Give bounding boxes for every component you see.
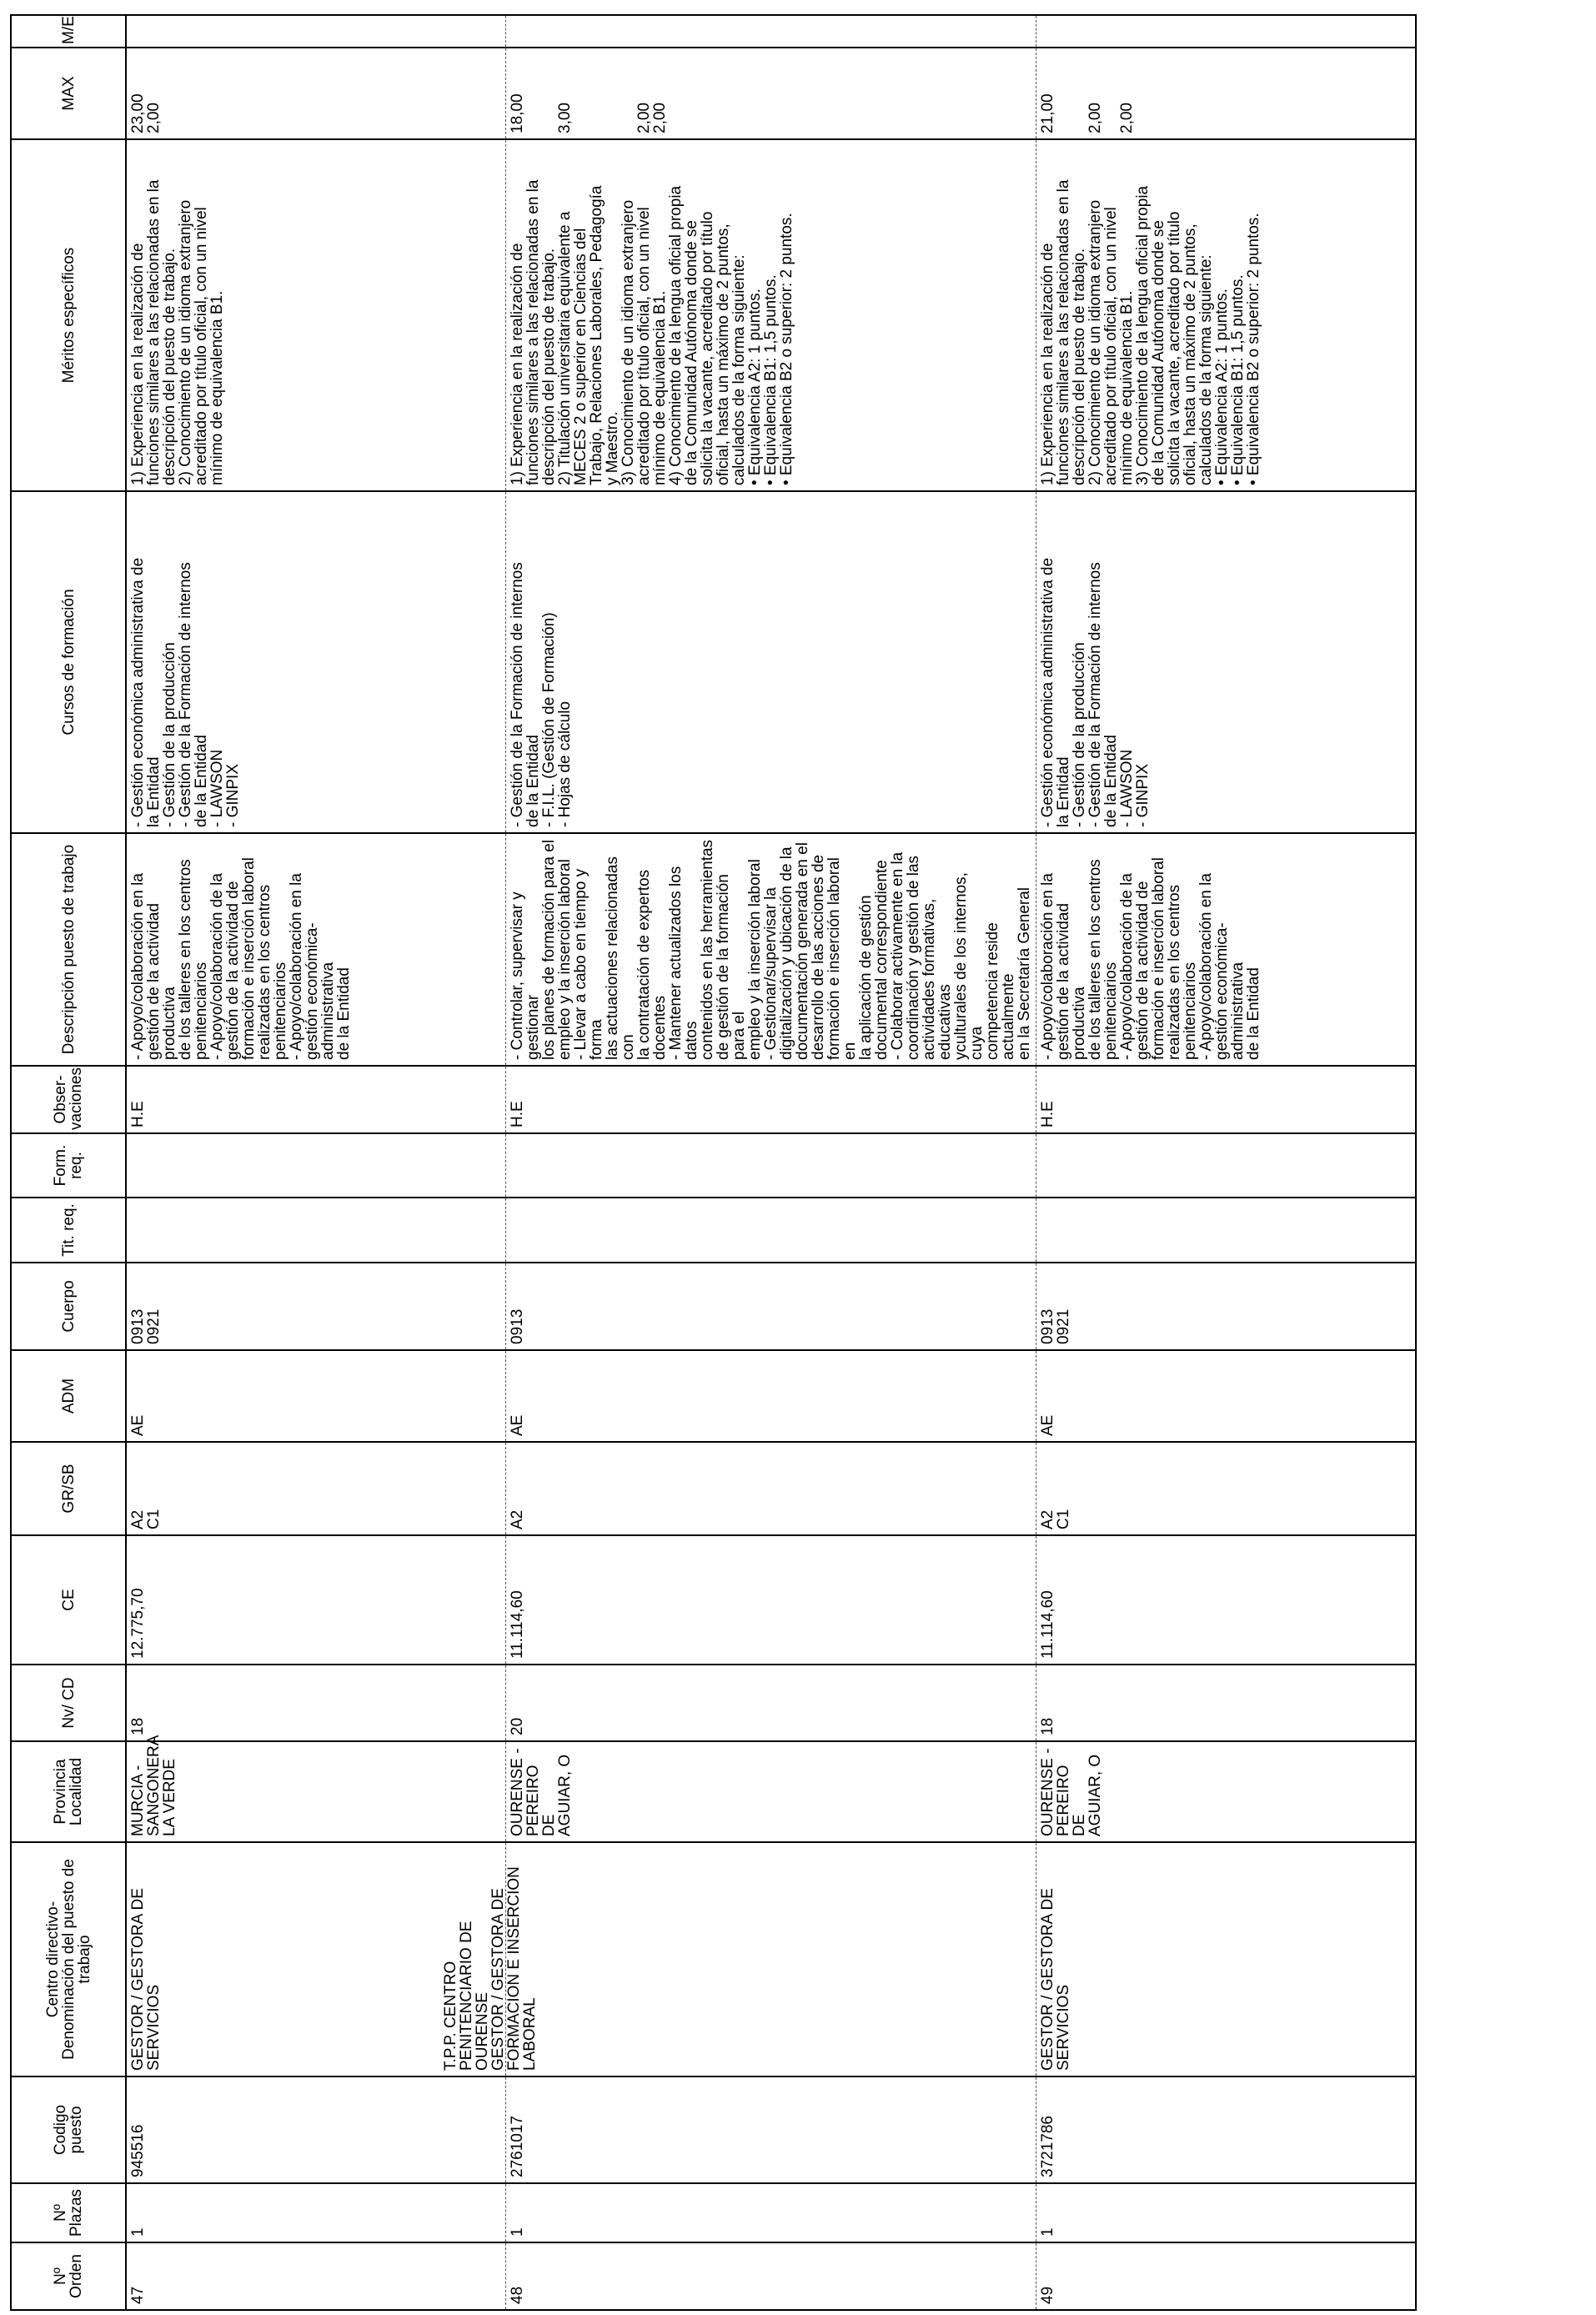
cell-cuerpo: 0913 0921	[1036, 1263, 1417, 1350]
col-header-meritos: Méritos específicos	[11, 139, 126, 491]
cell-plazas: 1	[1036, 2183, 1417, 2242]
cell-codigo: 2761017	[506, 2076, 1036, 2183]
cell-max	[1036, 48, 1417, 139]
cell-grsb: A2 C1	[1036, 1442, 1417, 1535]
cell-me	[506, 15, 1036, 48]
cell-adm: AE	[506, 1350, 1036, 1442]
table-row	[1036, 15, 1417, 2310]
cell-form	[126, 1133, 506, 1198]
cell-tit	[1036, 1198, 1417, 1263]
col-header-form: Form. req.	[11, 1133, 126, 1198]
max-value: 2,00	[1118, 103, 1136, 133]
cell-provincia: OURENSE - PEREIRO DE AGUIAR, O	[506, 1741, 1036, 1842]
cell-centro	[442, 1842, 1036, 2076]
col-header-nivel: Nv/ CD	[11, 1665, 126, 1741]
position-name: GESTOR / GESTORA DE SERVICIOS	[1039, 1888, 1072, 2071]
cell-ce: 11.114,60	[506, 1535, 1036, 1665]
col-header-codigo: Codigo puesto	[11, 2076, 126, 2183]
col-header-centro: Centro directivo- Denominación del puesto de trabajo	[11, 1842, 126, 2076]
max-value: 2,00	[635, 103, 653, 133]
centro-directivo: T.P.P. CENTRO PENITENCIARIO DE OURENSE	[442, 1921, 491, 2071]
col-header-orden: Nº Orden	[11, 2242, 126, 2310]
cell-meritos: 1) Experiencia en la realización de funciones similares a las relacionadas en la descripción del puesto de trabajo. 2) Conocimiento de un idioma extranjero acreditado por título oficial, con un nivel mínimo de equivalencia B1. 3) Conocimiento de la lengua oficial propia de la Comunidad Autónoma donde se solicita la vacante, acreditado por título oficial, hasta un máximo de 2 puntos, calculados de la forma siguiente: • Equivalencia A2: 1 puntos. • Equivalencia B1: 1,5 puntos. • Equivalencia B2 o superior: 2 puntos.	[1036, 139, 1417, 491]
col-header-grsb: GR/SB	[11, 1442, 126, 1535]
cell-cursos: - Gestión económica administrativa de la Entidad - Gestión de la producción - Gestión de la Formación de internos de la Entidad - LAWSON - GINPIX	[126, 491, 506, 833]
cell-form	[1036, 1133, 1417, 1198]
cell-orden: 47	[126, 2242, 506, 2310]
cell-cursos: - Gestión económica administrativa de la Entidad - Gestión de la producción - Gestión de la Formación de internos de la Entidad - LAWSON - GINPIX	[1036, 491, 1417, 833]
col-header-ce: CE	[11, 1535, 126, 1665]
cell-obs: H.E	[126, 1066, 506, 1133]
max-value: 3,00	[556, 103, 574, 133]
max-value: 2,00	[651, 103, 669, 133]
cell-tit	[506, 1198, 1036, 1263]
col-header-adm: ADM	[11, 1350, 126, 1442]
cell-codigo: 3721786	[1036, 2076, 1417, 2183]
col-header-me: M/E	[11, 15, 126, 48]
cell-orden: 49	[1036, 2242, 1417, 2310]
max-value: 2,00	[145, 103, 163, 133]
cell-max	[506, 48, 1036, 139]
header-row	[11, 15, 126, 2310]
cell-me	[126, 15, 506, 48]
cell-max	[126, 48, 506, 139]
col-header-obs: Obser- vaciones	[11, 1066, 126, 1133]
max-value: 18,00	[509, 93, 526, 133]
cell-cuerpo: 0913	[506, 1263, 1036, 1350]
cell-descripcion: - Apoyo/colaboración en la gestión de la actividad productiva de los talleres en los centros penitenciarios - Apoyo/colaboración de la gestión de la actividad de formación e inserción laboral realizadas en los centros penitenciarios - Apoyo/colaboración en la gestión económica-administrativa de la Entidad	[126, 833, 506, 1066]
cell-ce: 11.114,60	[1036, 1535, 1417, 1665]
cell-me	[1036, 15, 1417, 48]
col-header-cursos: Cursos de formación	[11, 491, 126, 833]
job-positions-table	[10, 14, 1417, 2311]
max-value: 21,00	[1039, 93, 1056, 133]
cell-tit	[126, 1198, 506, 1263]
col-header-provincia: Provincia Localidad	[11, 1741, 126, 1842]
col-header-max: MAX	[11, 48, 126, 139]
cell-orden: 48	[506, 2242, 1036, 2310]
max-value: 23,00	[129, 93, 147, 133]
col-header-plazas: Nº Plazas	[11, 2183, 126, 2242]
cell-grsb: A2 C1	[126, 1442, 506, 1535]
cell-provincia: MURCIA - SANGONERA LA VERDE	[126, 1741, 506, 1842]
cell-adm: AE	[126, 1350, 506, 1442]
cell-nivel: 18	[126, 1665, 506, 1741]
cell-nivel: 18	[1036, 1665, 1417, 1741]
table-row	[506, 15, 1036, 2310]
cell-descripcion: - Apoyo/colaboración en la gestión de la actividad productiva de los talleres en los centros penitenciarios - Apoyo/colaboración de la gestión de la actividad de formación e inserción laboral realizadas en los centros penitenciarios - Apoyo/colaboración en la gestión económica-administrativa de la Entidad	[1036, 833, 1417, 1066]
cell-codigo: 945516	[126, 2076, 506, 2183]
cell-cursos: - Gestión de la Formación de internos de la Entidad - F.I.L. (Gestión de Formación) - Hojas de cálculo	[506, 491, 1036, 833]
cell-meritos: 1) Experiencia en la realización de funciones similares a las relacionadas en la descripción del puesto de trabajo. 2) Conocimiento de un idioma extranjero acreditado por título oficial, con un nivel mínimo de equivalencia B1.	[126, 139, 506, 491]
cell-form	[506, 1133, 1036, 1198]
cell-adm: AE	[1036, 1350, 1417, 1442]
cell-obs: H.E	[1036, 1066, 1417, 1133]
cell-centro	[1036, 1842, 1417, 2076]
cell-plazas: 1	[506, 2183, 1036, 2242]
cell-descripcion: - Controlar, supervisar y gestionar los planes de formación para el empleo y la inserción laboral - Llevar a cabo en tiempo y forma las actuaciones relacionadas con la contratación de expertos docentes - Mantener actualizados los datos contenidos en las herramientas de gestión de la formación para el empleo y la inserción laboral - Gestionar/supervisar la digitalización y ubicación de la documentación generada en el desarrollo de las acciones de formación e inserción laboral en la aplicación de gestión documental correspondiente - Colaborar activamente en la coordinación y gestión de las actividades formativas, educativas yculturales de los internos, cuya competencia reside actualmente en la Secretaría General	[506, 833, 1036, 1066]
cell-grsb: A2	[506, 1442, 1036, 1535]
position-name: GESTOR / GESTORA DE FORMACION E INSERCION LABORAL	[489, 1866, 539, 2071]
max-value: 2,00	[1087, 103, 1104, 133]
position-name: GESTOR / GESTORA DE SERVICIOS	[129, 1888, 163, 2071]
cell-obs: H.E	[506, 1066, 1036, 1133]
cell-ce: 12.775,70	[126, 1535, 506, 1665]
cell-cuerpo: 0913 0921	[126, 1263, 506, 1350]
cell-meritos: 1) Experiencia en la realización de funciones similares a las relacionadas en la descripción del puesto de trabajo. 2) Titulación universitaria equivalente a MECES 2 o superior en Ciencias del Trabajo, Relaciones Laborales, Pedagogía y Maestro. 3) Conocimiento de un idioma extranjero acreditado por título oficial, con un nivel mínimo de equivalencia B1. 4) Conocimiento de la lengua oficial propia de la Comunidad Autónoma donde se solicita la vacante, acreditado por título oficial, hasta un máximo de 2 puntos, calculados de la forma siguiente: • Equivalencia A2: 1 puntos. • Equivalencia B1: 1,5 puntos. • Equivalencia B2 o superior: 2 puntos.	[506, 139, 1036, 491]
cell-provincia: OURENSE - PEREIRO DE AGUIAR, O	[1036, 1741, 1417, 1842]
cell-nivel: 20	[506, 1665, 1036, 1741]
col-header-cuerpo: Cuerpo	[11, 1263, 126, 1350]
cell-plazas: 1	[126, 2183, 506, 2242]
col-header-descripcion: Descripción puesto de trabajo	[11, 833, 126, 1066]
col-header-tit: Tit. req.	[11, 1198, 126, 1263]
